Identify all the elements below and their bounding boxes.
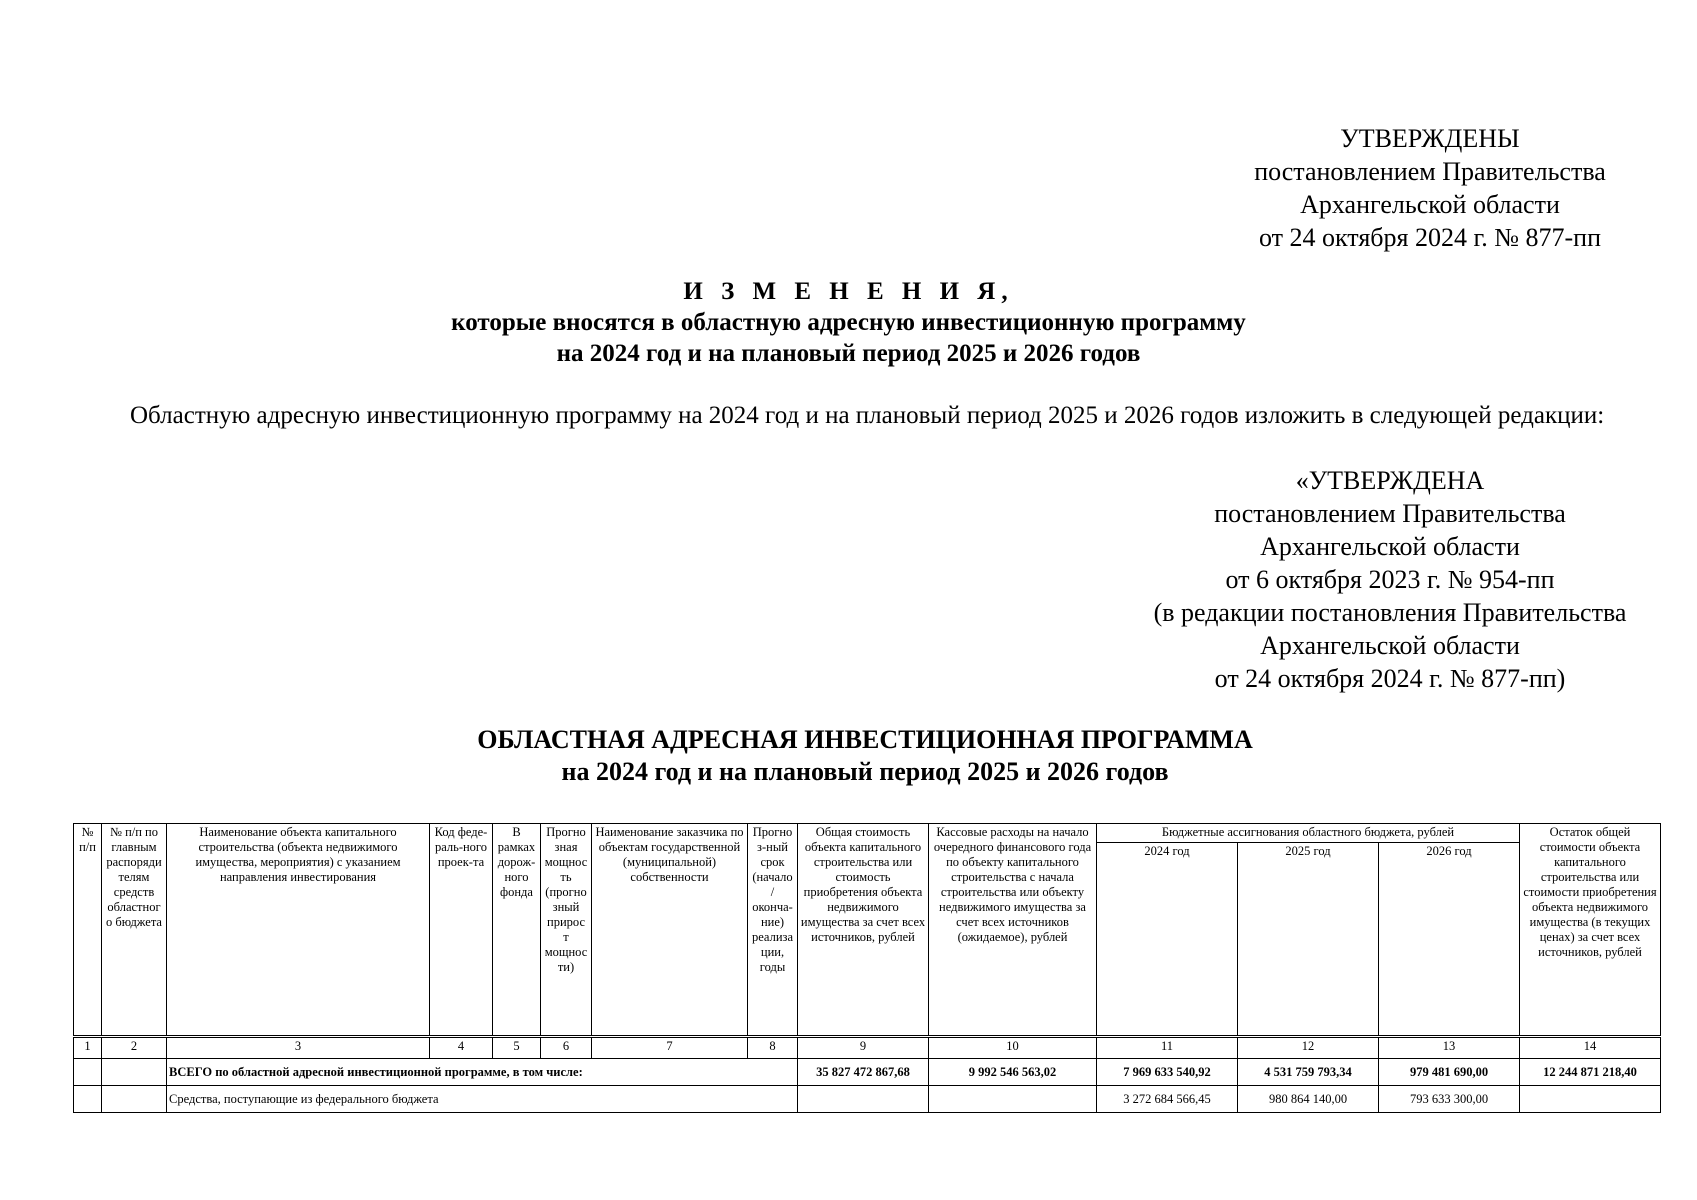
total-cash-expenses: 9 992 546 563,02 — [929, 1059, 1097, 1086]
cell-empty — [1520, 1086, 1661, 1113]
header-col14: Остаток общей стоимости объекта капитального строительства или стоимости приобретения объекта недвижимого имущества (в текущих ценах) за счет всех источников, рублей — [1520, 824, 1661, 1037]
program-title-line2: на 2024 год и на плановый период 2025 и 2026 годов — [561, 757, 1169, 786]
investment-program-table — [73, 823, 1661, 1113]
header-row-top — [74, 824, 1661, 843]
approval-second-line2: постановлением Правительства — [1214, 499, 1566, 528]
approval-second-line3: Архангельской области — [1260, 532, 1520, 561]
federal-2026: 793 633 300,00 — [1379, 1086, 1520, 1113]
approval-block-second — [1100, 464, 1680, 695]
header-budget-group: Бюджетные ассигнования областного бюджета, рублей — [1097, 824, 1520, 843]
total-remaining: 12 244 871 218,40 — [1520, 1059, 1661, 1086]
header-col13: 2026 год — [1379, 843, 1520, 1037]
cell-empty — [929, 1086, 1097, 1113]
header-col2: № п/п по главным распоряди телям средств областног о бюджета — [102, 824, 167, 1037]
col-number: 6 — [541, 1037, 592, 1059]
col-number: 3 — [167, 1037, 430, 1059]
changes-line2: которые вносятся в областную адресную инвестиционную программу — [451, 309, 1246, 336]
approval-top-line1: УТВЕРЖДЕНЫ — [1340, 124, 1520, 153]
col-number: 9 — [798, 1037, 929, 1059]
approval-second-line7: от 24 октября 2024 г. № 877-пп) — [1214, 664, 1566, 693]
header-col4: Код феде-раль-ного проек-та — [430, 824, 493, 1037]
col-number: 13 — [1379, 1037, 1520, 1059]
approval-top-line2: постановлением Правительства — [1254, 157, 1606, 186]
total-2025: 4 531 759 793,34 — [1238, 1059, 1379, 1086]
cell-empty — [74, 1086, 102, 1113]
total-2024: 7 969 633 540,92 — [1097, 1059, 1238, 1086]
table-row-total — [74, 1059, 1661, 1086]
header-col8: Прогно з-ный срок (начало / оконча-ние) реализа ции, годы — [748, 824, 798, 1037]
total-2026: 979 481 690,00 — [1379, 1059, 1520, 1086]
header-col5: В рамках дорож-ного фонда — [493, 824, 541, 1037]
col-number: 2 — [102, 1037, 167, 1059]
col-number: 8 — [748, 1037, 798, 1059]
approval-second-line1: «УТВЕРЖДЕНА — [1295, 466, 1485, 495]
cell-empty — [102, 1086, 167, 1113]
header-col1: № п/п — [74, 824, 102, 1037]
approval-second-line4: от 6 октября 2023 г. № 954-пп — [1225, 565, 1555, 594]
changes-title — [0, 276, 1697, 369]
col-number: 5 — [493, 1037, 541, 1059]
total-label: ВСЕГО по областной адресной инвестиционной программе, в том числе: — [167, 1059, 798, 1086]
total-cost: 35 827 472 867,68 — [798, 1059, 929, 1086]
header-col10: Кассовые расходы на начало очередного финансового года по объекту капитального строительства с начала строительства или объекту недвижимого имущества за счет всех источников (ожидаемое), рублей — [929, 824, 1097, 1037]
col-number: 4 — [430, 1037, 493, 1059]
header-col7: Наименование заказчика по объектам государственной (муниципальной) собственности — [592, 824, 748, 1037]
federal-label: Средства, поступающие из федерального бюджета — [167, 1086, 798, 1113]
col-number: 10 — [929, 1037, 1097, 1059]
table-row-federal — [74, 1086, 1661, 1113]
approval-top-line3: Архангельской области — [1300, 190, 1560, 219]
changes-heading: И З М Е Н Е Н И Я, — [683, 278, 1014, 305]
col-number: 7 — [592, 1037, 748, 1059]
cell-empty — [74, 1059, 102, 1086]
col-number: 14 — [1520, 1037, 1661, 1059]
intro-paragraph: Областную адресную инвестиционную программу на 2024 год и на плановый период 2025 и 2026 годов изложить в следующей редакции: — [130, 402, 1605, 429]
program-title — [0, 724, 1697, 788]
col-number: 12 — [1238, 1037, 1379, 1059]
header-col9: Общая стоимость объекта капитального строительства или стоимость приобретения объекта недвижимого имущества за счет всех источников, рублей — [798, 824, 929, 1037]
program-title-line1: ОБЛАСТНАЯ АДРЕСНАЯ ИНВЕСТИЦИОННАЯ ПРОГРАММА — [477, 725, 1253, 754]
cell-empty — [102, 1059, 167, 1086]
header-col6: Прогно зная мощнос ть (прогно зный прирос т мощнос ти) — [541, 824, 592, 1037]
approval-second-line5: (в редакции постановления Правительства — [1153, 598, 1627, 627]
changes-line3: на 2024 год и на плановый период 2025 и 2026 годов — [556, 340, 1141, 367]
federal-2025: 980 864 140,00 — [1238, 1086, 1379, 1113]
cell-empty — [798, 1086, 929, 1113]
approval-block-top — [1180, 122, 1680, 254]
approval-second-line6: Архангельской области — [1260, 631, 1520, 660]
header-col11: 2024 год — [1097, 843, 1238, 1037]
col-number: 1 — [74, 1037, 102, 1059]
header-col3: Наименование объекта капитального строительства (объекта недвижимого имущества, мероприятия) с указанием направления инвестирования — [167, 824, 430, 1037]
federal-2024: 3 272 684 566,45 — [1097, 1086, 1238, 1113]
approval-top-line4: от 24 октября 2024 г. № 877-пп — [1259, 223, 1601, 252]
header-col12: 2025 год — [1238, 843, 1379, 1037]
column-number-row — [74, 1037, 1661, 1059]
col-number: 11 — [1097, 1037, 1238, 1059]
